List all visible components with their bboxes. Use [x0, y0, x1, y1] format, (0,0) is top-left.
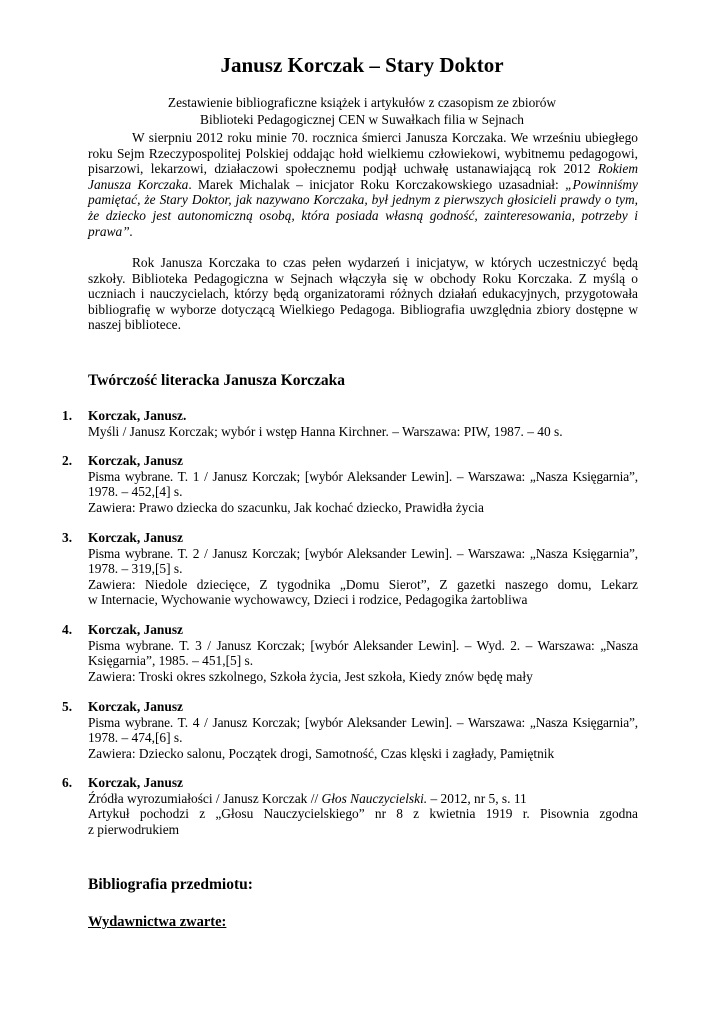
entry-body — [88, 622, 638, 684]
entry-line: 1978. – 474,[6] s. — [88, 730, 183, 746]
intro-paragraph-2: Rok Janusza Korczaka to czas pełen wydarzeń i inicjatyw, w których uczestniczyć będą szkoły. Biblioteka Pedagogiczna w Sejnach włączyła się w obchody Roku Korczaka. Z myślą o uczniach i nauczycielach, którzy będą organizatorami różnych działań edukacyjnych, przygotowała bibliografię w wyborze dotyczącą Wielkiego Pedagoga. Bibliografia uwzględnia zbiory dostępne w naszej bibliotece. — [88, 255, 638, 333]
entry-line-text: Źródła wyrozumiałości / Janusz Korczak // — [88, 790, 322, 806]
entry-number: 4. — [62, 622, 73, 637]
bibliography-entry — [62, 453, 638, 515]
entry-line: Myśli / Janusz Korczak; wybór i wstęp Hanna Kirchner. – Warszawa: PIW, 1987. – 40 s. — [88, 423, 563, 439]
entry-body — [88, 530, 638, 608]
entry-line: Artykuł pochodzi z „Głosu Nauczycielskiego” nr 8 z kwietnia 1919 r. Pisownia zgodna — [88, 806, 638, 822]
entry-body — [88, 775, 638, 837]
entry-line: z pierwodrukiem — [88, 821, 180, 837]
subtitle-line-2: Biblioteki Pedagogicznej CEN w Suwałkach filia w Sejnach — [200, 111, 524, 127]
entry-line: 1978. – 452,[4] s. — [88, 484, 183, 500]
entry-line: Zawiera: Troski okres szkolnego, Szkoła życia, Jest szkoła, Kiedy znów będę mały — [88, 668, 533, 684]
entry-author: Korczak, Janusz — [88, 530, 183, 545]
entry-line: w Internacie, Wychowanie wychowawcy, Dzieci i rodzice, Pedagogika żartobliwa — [88, 592, 528, 608]
entry-body — [88, 453, 638, 515]
bibliography-entry — [62, 530, 638, 608]
entry-line: Zawiera: Dziecko salonu, Początek drogi, Samotność, Czas klęski i zagłady, Pamiętnik — [88, 745, 555, 761]
intro-paragraph-1 — [88, 130, 638, 239]
entry-author: Korczak, Janusz — [88, 453, 183, 468]
section-heading-literary-works: Twórczość literacka Janusza Korczaka — [88, 372, 345, 389]
subtitle — [0, 95, 724, 128]
entry-line — [88, 791, 638, 807]
section-heading-subject-bibliography: Bibliografia przedmiotu: — [88, 876, 253, 893]
entry-author: Korczak, Janusz — [88, 622, 183, 637]
bibliography-entry — [62, 622, 638, 684]
intro-text-2: . Marek Michalak – inicjator Roku Korczakowskiego uzasadniał: — [188, 176, 566, 192]
intro-italic-title: Rokiem Janusza Korczaka — [88, 161, 638, 192]
entry-line: Pisma wybrane. T. 3 / Janusz Korczak; [wybór Aleksander Lewin]. – Wyd. 2. – Warszawa: „Nasza — [88, 637, 638, 653]
entry-line: 1978. – 319,[5] s. — [88, 561, 183, 577]
bibliography-entry — [62, 408, 638, 439]
entry-author: Korczak, Janusz — [88, 775, 183, 790]
entry-author: Korczak, Janusz — [88, 699, 183, 714]
bibliography-entry — [62, 775, 638, 837]
bibliography-entry — [62, 699, 638, 761]
entry-line: Pisma wybrane. T. 2 / Janusz Korczak; [wybór Aleksander Lewin]. – Warszawa: „Nasza Księgarnia”, — [88, 545, 638, 561]
subtitle-line-1: Zestawienie bibliograficzne książek i artykułów z czasopism ze zbiorów — [167, 95, 557, 110]
page-title: Janusz Korczak – Stary Doktor — [220, 53, 504, 77]
entry-body — [88, 699, 638, 761]
subsection-heading-monographs: Wydawnictwa zwarte: — [88, 914, 227, 930]
entry-number: 3. — [62, 530, 73, 545]
entry-author: Korczak, Janusz. — [88, 408, 187, 423]
entry-number: 1. — [62, 408, 73, 423]
entry-body — [88, 408, 638, 439]
entry-number: 2. — [62, 453, 73, 468]
entry-number: 6. — [62, 775, 73, 790]
journal-title: Głos Nauczycielski. — [321, 790, 428, 806]
intro-text-1: W sierpniu 2012 roku minie 70. rocznica śmierci Janusza Korczaka. We wrześniu ubiegłego roku Sejm Rzeczypospolitej Polskiej oddając hołd wielkiemu człowiekowi, wybitnemu pedagogowi, pisarzowi, lekarzowi, działaczowi społecznemu podjął uchwałę ustanawiającą rok 2012 — [88, 130, 638, 177]
entry-line-text: – 2012, nr 5, s. 11 — [427, 790, 527, 806]
entry-line: Pisma wybrane. T. 4 / Janusz Korczak; [wybór Aleksander Lewin]. – Warszawa: „Nasza Księgarnia”, — [88, 714, 638, 730]
intro-quote: „Powinniśmy pamiętać, że Stary Doktor, jak nazywano Korczaka, był jednym z pierwszych głosicieli prawdy o tym, że dziecko jest autonomiczną osobą, która posiada własną godność, zainteresowania, potrzeby i prawa”. — [88, 176, 638, 239]
entry-number: 5. — [62, 699, 73, 714]
entry-line: Zawiera: Prawo dziecka do szacunku, Jak kochać dziecko, Prawidła życia — [88, 499, 484, 515]
entry-line: Pisma wybrane. T. 1 / Janusz Korczak; [wybór Aleksander Lewin]. – Warszawa: „Nasza Księgarnia”, — [88, 468, 638, 484]
entry-line: Księgarnia”, 1985. – 451,[5] s. — [88, 653, 254, 669]
entry-line: Zawiera: Niedole dziecięce, Z tygodnika „Domu Sierot”, Z gazetki naszego domu, Lekarz — [88, 576, 638, 592]
